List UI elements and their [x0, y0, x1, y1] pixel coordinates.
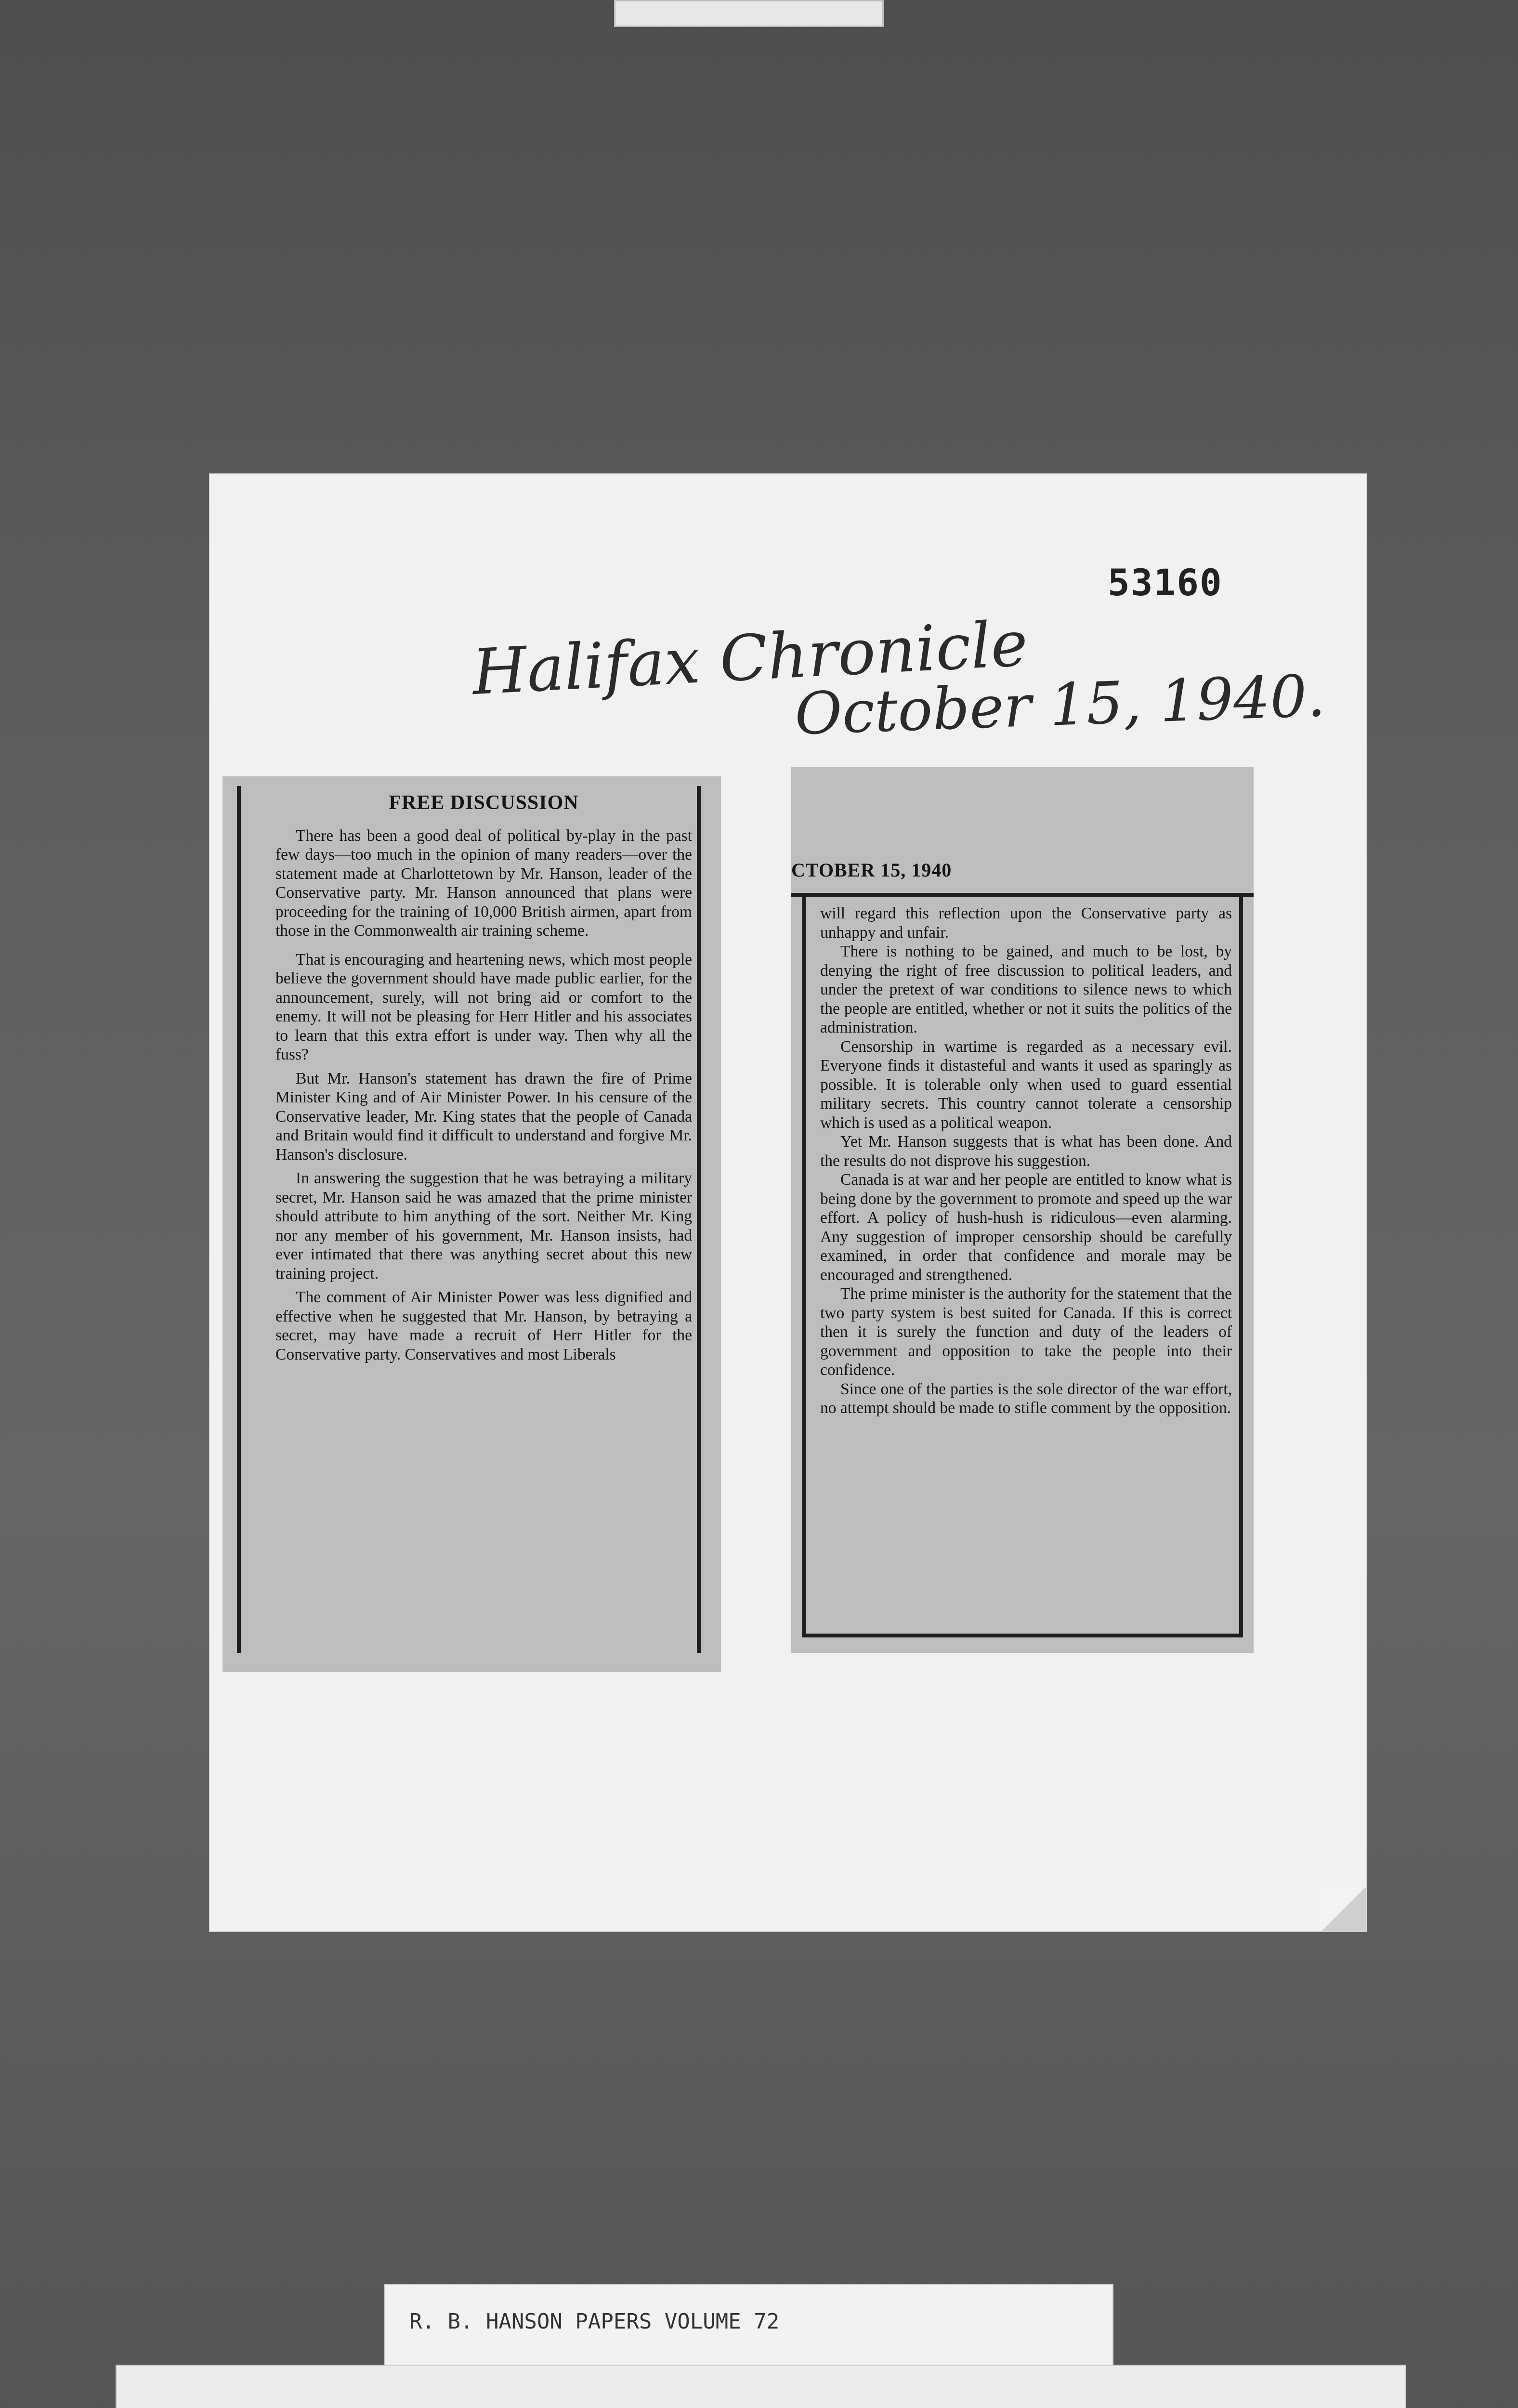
- handwritten-date: October 15, 1940.: [793, 662, 1327, 748]
- item-number: 53160: [1108, 561, 1223, 604]
- handwritten-source: Halifax Chronicle: [470, 606, 1030, 709]
- article-paragraph: Canada is at war and her people are entitled to know what is being done by the government to promote and speed up the war effort. A policy of hush-hush is ridiculous—even alarming. Any suggestion of improper censorship should be carefully examined, in order that confidence and morale may be encouraged and strengthened.: [820, 1171, 1232, 1284]
- clipping-border-right: [697, 786, 701, 1653]
- article-paragraph: But Mr. Hanson's statement has drawn the fire of Prime Minister King and of Air Minister Power. In his censure of the Conservative leader, Mr. King states that the people of Canada and Britain would find it difficult to understand and forgive Mr. Hanson's disclosure.: [275, 1069, 692, 1164]
- article-paragraph: There has been a good deal of political by-play in the past few days—too much in the opinion of many readers—over the statement made at Charlottetown by Mr. Hanson, leader of the Conservative party. Mr. Hanson announced that plans were proceeding for the training of 10,000 British airmen, apart from those in the Commonwealth air training scheme.: [275, 826, 692, 940]
- left-newspaper-clipping: [222, 776, 721, 1672]
- clipping-bottom-rule: [802, 1634, 1243, 1637]
- article-headline: FREE DISCUSSION: [389, 792, 579, 814]
- clipping-border-left: [802, 897, 806, 1636]
- article-paragraph: Yet Mr. Hanson suggests that is what has been done. And the results do not disprove his suggestion.: [820, 1133, 1232, 1170]
- clipping-top-rule: [791, 893, 1254, 897]
- article-paragraph: That is encouraging and heartening news, which most people believe the government should have made public earlier, for the announcement, surely, will not bring aid or comfort to the enemy. It will not be pleasing for Herr Hitler and his associates to learn that this extra effort is under way. Then why all the fuss?: [275, 950, 692, 1063]
- article-paragraph: There is nothing to be gained, and much to be lost, by denying the right of free discussion to political leaders, and under the pretext of war conditions to silence news to which the people are entitled, whether or not it suits the politics of the administration.: [820, 942, 1232, 1036]
- archive-volume-label: R. B. HANSON PAPERS VOLUME 72: [409, 2309, 780, 2334]
- article-paragraph: The comment of Air Minister Power was less dignified and effective when he suggested that Mr. Hanson, by betraying a secret, may have made a recruit of Herr Hitler for the Conservative party. Conservatives and most Liberals: [275, 1288, 692, 1363]
- article-continuation: [820, 904, 1232, 1418]
- page-curl: [1320, 1888, 1366, 1931]
- article-paragraph: The prime minister is the authority for the statement that the two party system is best suited for Canada. If this is correct then it is surely the function and duty of the leaders of government and opposition to take the people into their confidence.: [820, 1285, 1232, 1379]
- clipping-border-left: [237, 786, 241, 1653]
- article-paragraph: In answering the suggestion that he was betraying a military secret, Mr. Hanson said he was amazed that the prime minister should attribute to him anything of the sort. Neither Mr. King nor any member of his government, Mr. Hanson insists, had ever intimated that there was anything secret about this new training project.: [275, 1169, 692, 1283]
- article-paragraph: will regard this reflection upon the Conservative party as unhappy and unfair.: [820, 904, 1232, 942]
- article-paragraph: Since one of the parties is the sole director of the war effort, no attempt should be made to stifle comment by the opposition.: [820, 1380, 1232, 1417]
- article-paragraph: Censorship in wartime is regarded as a necessary evil. Everyone finds it distasteful and wants it used as sparingly as possible. It is tolerable only when used to guard essential military secrets. This country cannot tolerate a censorship which is used as a political weapon.: [820, 1037, 1232, 1132]
- clipping-border-right: [1239, 897, 1243, 1636]
- right-newspaper-clipping: [791, 767, 1254, 1653]
- top-paper-tab: [614, 0, 884, 27]
- newspaper-dateline: CTOBER 15, 1940: [791, 859, 952, 881]
- archives-stamp-card: [116, 2365, 1406, 2408]
